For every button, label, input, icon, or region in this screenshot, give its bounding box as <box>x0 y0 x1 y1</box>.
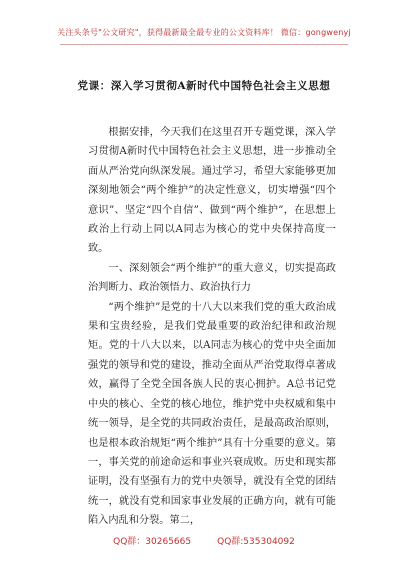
footer-qq-group-1: QQ群：30265665 <box>113 537 192 547</box>
document-body <box>88 123 336 531</box>
section-heading: 一、深刻领会“两个维护”的重大意义，切实提高政治判断力、政治领悟力、政治执行力 <box>88 262 336 294</box>
document-title: 党课：深入学习贯彻A新时代中国特色社会主义思想 <box>77 80 331 92</box>
footer-contact <box>0 534 408 547</box>
footer-qq-group-2: QQ群:535304092 <box>217 537 295 547</box>
header-promo-note: 关注头条号"公文研究"，获得最新最全最专业的公文资料库！ 微信：gongwenyj <box>57 28 351 37</box>
paragraph-intro: 根据安排，今天我们在这里召开专题党课，深入学习贯彻A新时代中国特色社会主义思想，进一步推动全面从严治党向纵深发展。通过学习，希望大家能够更加深刻地领会“两个维护”的决定性意义，切实增强“四个意识”、坚定“四个自信”、做到“两个维护”，在思想上政治上行动上同以A同志为核心的党中央保持高度一致。 <box>88 127 336 255</box>
paragraph-section-one: “两个维护”是党的十八大以来我们党的重大政治成果和宝贵经验，是我们党最重要的政治纪律和政治规矩。党的十八大以来，以A同志为核心的党中央全面加强党的领导和党的建设，推动全面从严治党取得卓著成效，赢得了全党全国各族人民的衷心拥护。A总书记党中央的核心、全党的核心地位，维护党中央权威和集中统一领导，是全党的共同政治责任，是最高政治原则，也是根本政治规矩“两个维护”具有十分重要的意义。第一，事关党的前途命运和事业兴衰成败。历史和现实都证明，没有坚强有力的党中央领导，就没有全党的团结统一，就没有党和国家事业发展的正确方向，就有可能陷入内乱和分裂。第二， <box>88 301 336 527</box>
header-divider <box>60 44 348 45</box>
